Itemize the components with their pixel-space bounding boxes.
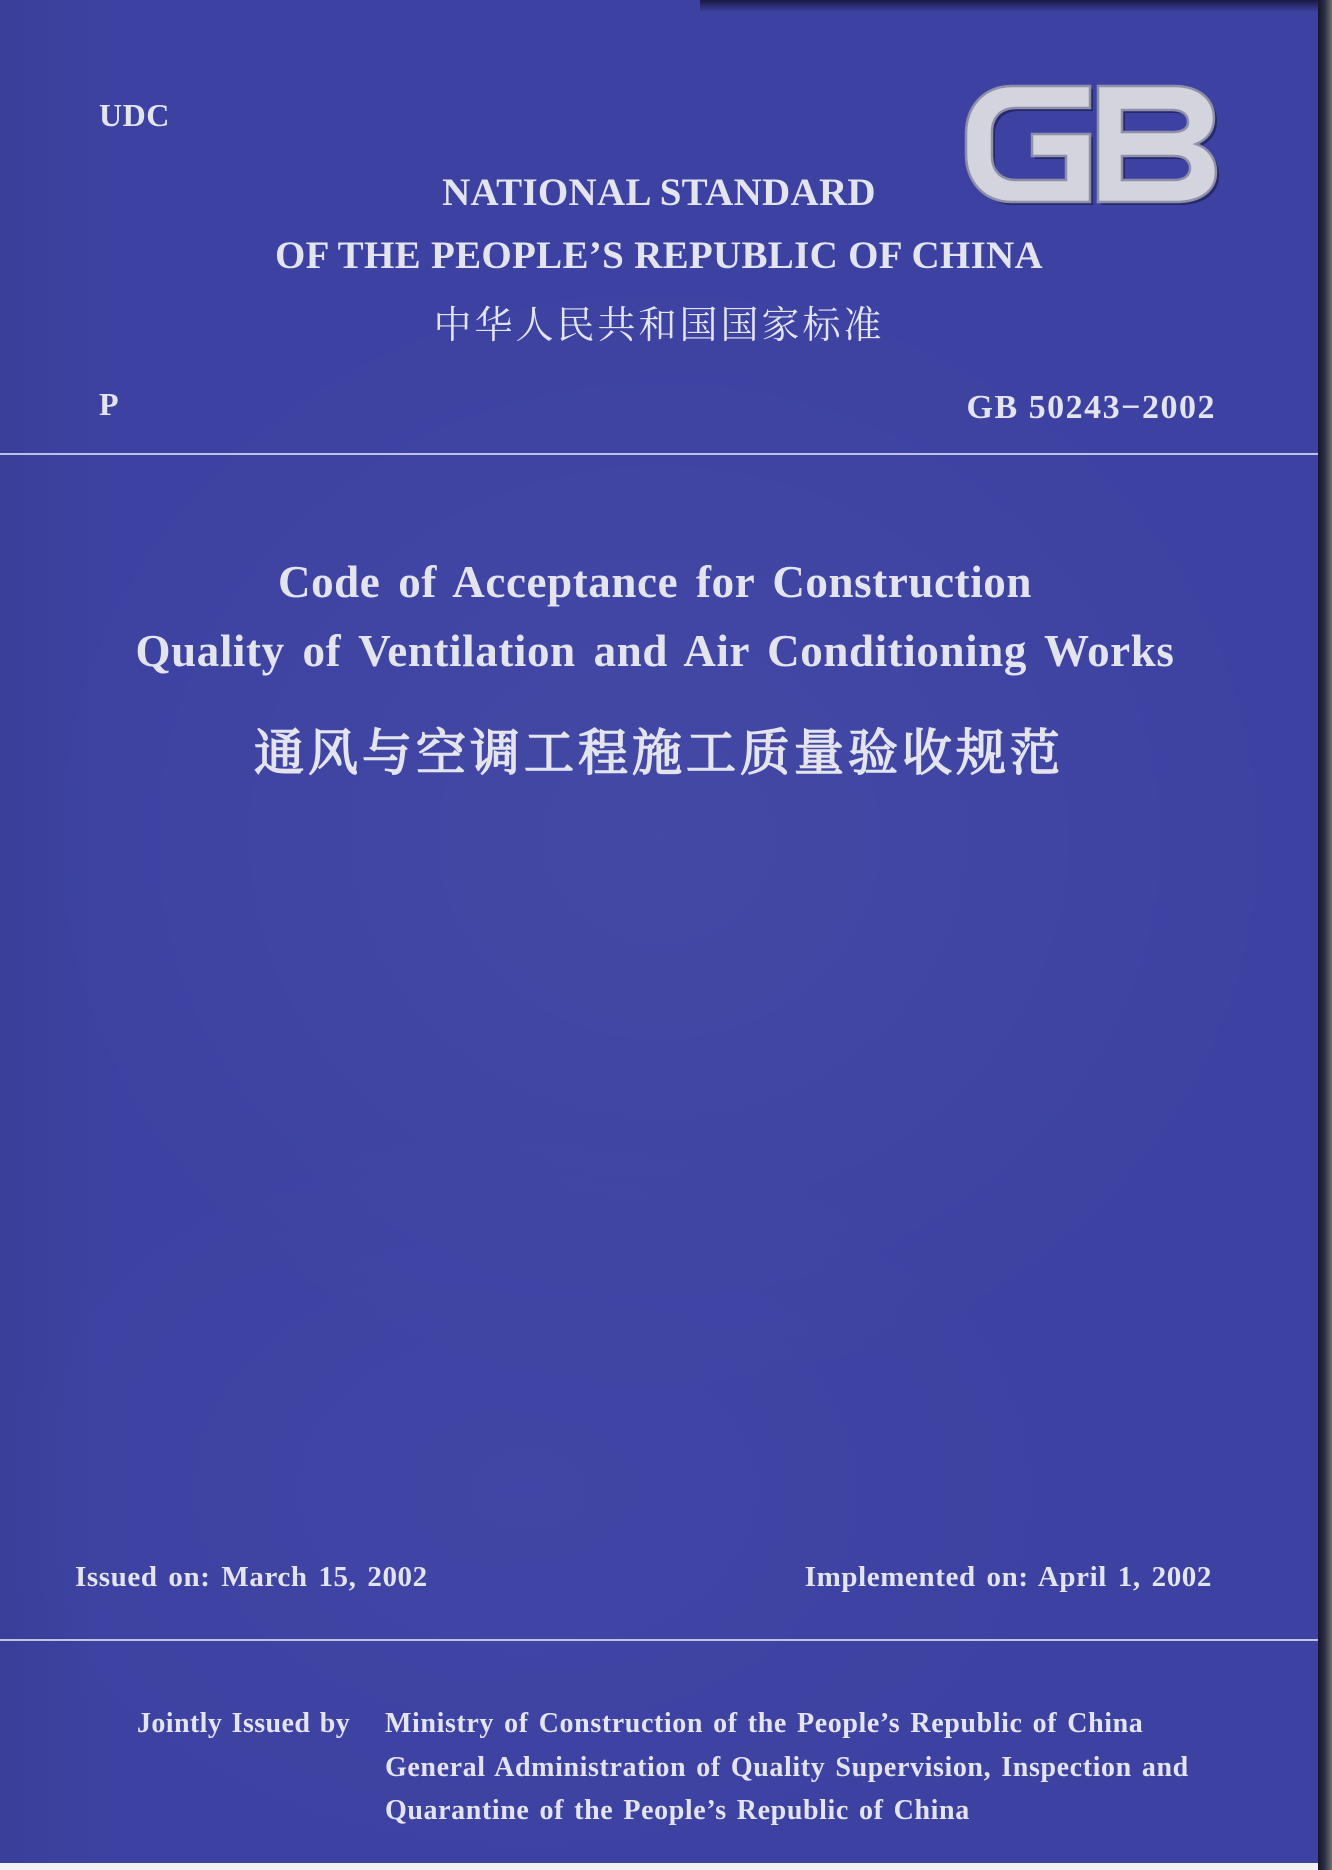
title-en-line2: Quality of Ventilation and Air Conditioning Works [135,626,1175,676]
category-code: P [99,386,119,422]
issuer-label: Jointly Issued by [137,1708,351,1739]
title-cn: 通风与空调工程施工质量验收规范 [254,723,1064,782]
divider-bottom [0,1639,1318,1641]
issued-date: Issued on: March 15, 2002 [75,1561,428,1593]
standard-title-line2: OF THE PEOPLE’S REPUBLIC OF CHINA [275,234,1043,277]
standard-title-cn: 中华人民共和国国家标准 [433,303,885,347]
page-top-shadow [700,0,1318,12]
title-en-line1: Code of Acceptance for Construction [277,557,1033,607]
standard-number: GB 50243−2002 [966,389,1216,426]
issuer-line: Ministry of Construction of the People’s Republic of China [385,1708,1144,1739]
standard-title-line1: NATIONAL STANDARD [442,171,876,214]
page-right-edge [1318,0,1332,1870]
issuer-line: Quarantine of the People’s Republic of China [385,1795,970,1826]
divider-top [0,453,1318,455]
issuer-line: General Administration of Quality Supervision, Inspection and [385,1752,1189,1783]
implemented-date: Implemented on: April 1, 2002 [804,1561,1212,1593]
udc-label: UDC [99,97,170,133]
